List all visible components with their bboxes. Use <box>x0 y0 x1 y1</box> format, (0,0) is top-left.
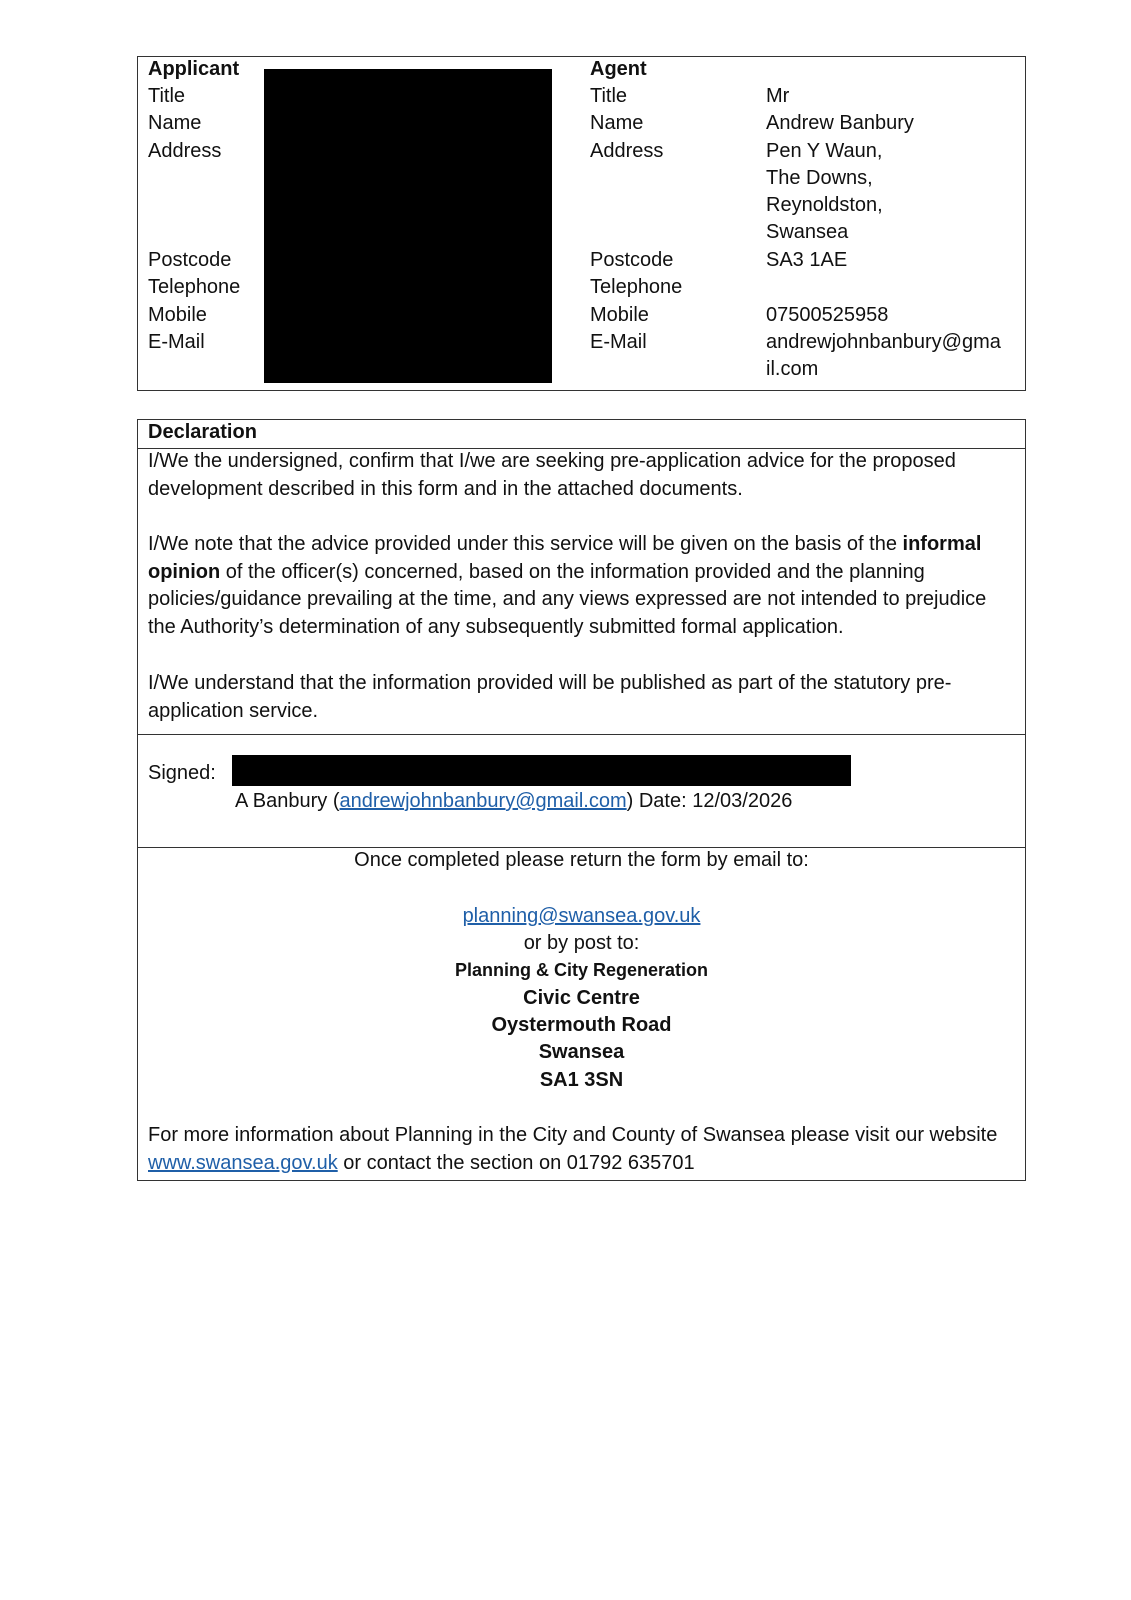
applicant-label-title: Title <box>148 85 186 107</box>
agent-email-value-line-1: andrewjohnbanbury@gma <box>766 331 1001 353</box>
agent-postcode-value: SA3 1AE <box>766 249 848 271</box>
agent-email-value-line-2: il.com <box>766 358 819 380</box>
agent-label-telephone: Telephone <box>590 276 683 298</box>
agent-label-title: Title <box>590 85 628 107</box>
applicant-label-postcode: Postcode <box>148 249 232 271</box>
more-information-end: or contact the section on 01792 635701 <box>337 1151 695 1174</box>
signature-name-line <box>235 788 792 815</box>
applicant-label-name: Name <box>148 112 202 134</box>
declaration-paragraph-2-start: I/We note that the advice provided under this service will be given on the basis of the <box>148 533 903 555</box>
return-instructions: Once completed please return the form by email to: <box>354 849 809 871</box>
signature-date: ) Date: 12/03/2026 <box>626 790 793 812</box>
postal-address-line-2: Civic Centre <box>523 987 640 1009</box>
declaration-paragraph-2-end: of the officer(s) concerned, based on the information provided and the planning policies/guidance prevailing at the time, and any views expressed are not intended to prejudice the Authority’s determination of any subsequently submitted formal application. <box>148 560 987 638</box>
agent-label-address: Address <box>590 140 664 162</box>
agent-label-postcode: Postcode <box>590 249 674 271</box>
signed-label: Signed: <box>148 762 216 784</box>
agent-address-line-4: Swansea <box>766 221 849 243</box>
applicant-label-mobile: Mobile <box>148 304 207 326</box>
declaration-paragraph-2 <box>148 531 1008 641</box>
planning-email-row <box>138 903 1025 930</box>
informal-opinion-text: informal opinion <box>148 533 982 583</box>
signatory-name: A Banbury ( <box>235 790 340 812</box>
declaration-section <box>137 419 1026 1181</box>
contact-details-table <box>137 56 1026 391</box>
more-information-start: For more information about Planning in the City and County of Swansea please visit our website <box>148 1124 998 1146</box>
declaration-paragraph-1: I/We the undersigned, confirm that I/we are seeking pre-application advice for the proposed development described in this form and in the attached documents. <box>148 450 956 500</box>
applicant-label-address: Address <box>148 140 222 162</box>
agent-title-value: Mr <box>766 85 790 107</box>
website-link[interactable]: www.swansea.gov.uk <box>148 1151 338 1174</box>
applicant-redaction-block <box>264 69 552 383</box>
agent-name-value: Andrew Banbury <box>766 112 914 134</box>
applicant-label-telephone: Telephone <box>148 276 241 298</box>
agent-address-line-1: Pen Y Waun, <box>766 140 883 162</box>
agent-label-name: Name <box>590 112 644 134</box>
applicant-label-email: E-Mail <box>148 331 205 353</box>
postal-address-line-3: Oystermouth Road <box>491 1014 672 1036</box>
postal-address-line-5: SA1 3SN <box>539 1069 624 1091</box>
declaration-heading: Declaration <box>148 421 257 443</box>
agent-address-line-2: The Downs, <box>766 167 873 189</box>
agent-label-mobile: Mobile <box>590 304 649 326</box>
post-instructions: or by post to: <box>523 932 640 954</box>
signature-redaction-block <box>232 755 851 786</box>
agent-label-email: E-Mail <box>590 331 647 353</box>
agent-address-line-3: Reynoldston, <box>766 194 883 216</box>
signatory-email-link[interactable]: andrewjohnbanbury@gmail.com <box>339 790 627 812</box>
more-information-text <box>148 1122 1008 1177</box>
signature-divider-top <box>138 734 1025 735</box>
declaration-paragraph-3: I/We understand that the information provided will be published as part of the statutory pre-application service. <box>148 672 952 722</box>
postal-address-line-4: Swansea <box>538 1041 625 1063</box>
planning-email-link[interactable]: planning@swansea.gov.uk <box>462 905 701 927</box>
postal-address-line-1: Planning & City Regeneration <box>454 960 709 980</box>
agent-mobile-value: 07500525958 <box>766 304 889 326</box>
agent-heading: Agent <box>590 58 647 80</box>
applicant-heading: Applicant <box>148 58 240 80</box>
